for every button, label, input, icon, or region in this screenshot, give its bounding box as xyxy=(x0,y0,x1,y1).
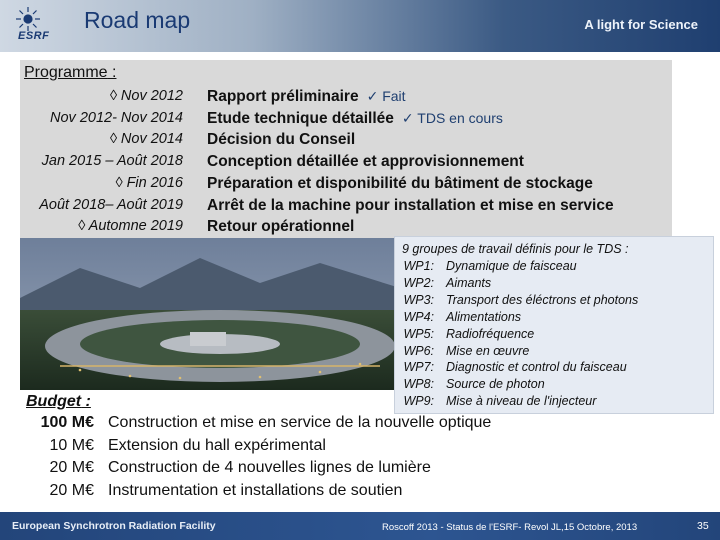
footer-org-name: European Synchrotron Radiation Facility xyxy=(12,520,216,532)
page-number: 35 xyxy=(697,520,709,532)
programme-dates xyxy=(20,86,183,238)
task-item: Conception détaillée et approvisionnement xyxy=(207,153,524,171)
wp-row: WP5: Radiofréquence xyxy=(403,326,535,341)
task-item: Retour opérationnel xyxy=(207,218,355,236)
budget-list xyxy=(24,412,491,502)
wp-row: WP8: Source de photon xyxy=(403,377,545,392)
date-item: ◊ Automne 2019 xyxy=(78,218,183,235)
task-item: Décision du Conseil xyxy=(207,131,356,149)
task-item: Préparation et disponibilité du bâtiment de stockage xyxy=(207,174,593,192)
programme-label: Programme : xyxy=(24,64,117,81)
task-item: Arrêt de la machine pour installation et mise en service xyxy=(207,196,614,214)
task-item: Rapport préliminaire ✓ Fait xyxy=(207,88,406,105)
wp-row: WP1: Dynamique de faisceau xyxy=(403,259,577,273)
wp-row: WP9: Mise à niveau de l'injecteur xyxy=(403,394,597,409)
logo-text: ESRF xyxy=(18,30,50,42)
date-item: ◊ Nov 2012 xyxy=(109,88,183,104)
slide-title: Road map xyxy=(84,7,191,33)
status-fait: ✓ Fait xyxy=(366,88,406,104)
wp-list xyxy=(398,258,708,410)
wp-row: WP4: Alimentations xyxy=(403,309,522,324)
budget-row: 100 M€ Construction et mise en service de la nouvelle optique xyxy=(40,414,492,431)
status-tds: ✓ TDS en cours xyxy=(401,109,503,126)
date-item: Jan 2015 – Août 2018 xyxy=(41,153,183,170)
wp-row: WP2: Aimants xyxy=(403,275,492,290)
wp-row: WP3: Transport des éléctrons et photons xyxy=(403,292,639,307)
date-item: ◊ Nov 2014 xyxy=(109,131,183,148)
wp-row: WP7: Diagnostic et control du faisceau xyxy=(403,360,627,375)
date-item: Nov 2012- Nov 2014 xyxy=(50,109,183,126)
date-item: Août 2018– Août 2019 xyxy=(39,196,183,213)
date-item: ◊ Fin 2016 xyxy=(115,174,183,191)
task-item: Etude technique détaillée ✓ TDS en cours xyxy=(207,109,503,127)
budget-row: 10 M€ Extension du hall expérimental xyxy=(49,436,326,454)
check-icon: ✓ xyxy=(366,88,379,104)
synchrotron-aerial-photo xyxy=(20,238,400,390)
check-icon: ✓ xyxy=(401,109,414,126)
footer-citation: Roscoff 2013 - Status de l'ESRF- Revol JL,15 Octobre, 2013 xyxy=(382,522,638,533)
wp-heading: 9 groupes de travail définis pour le TDS : xyxy=(402,242,629,256)
tagline: A light for Science xyxy=(584,17,698,32)
budget-label: Budget : xyxy=(26,393,91,410)
programme-tasks xyxy=(207,86,667,238)
budget-row: 20 M€ Construction de 4 nouvelles lignes de lumière xyxy=(49,459,431,476)
budget-row: 20 M€ Instrumentation et installations de soutien xyxy=(49,481,403,499)
wp-row: WP6: Mise en œuvre xyxy=(403,343,530,358)
